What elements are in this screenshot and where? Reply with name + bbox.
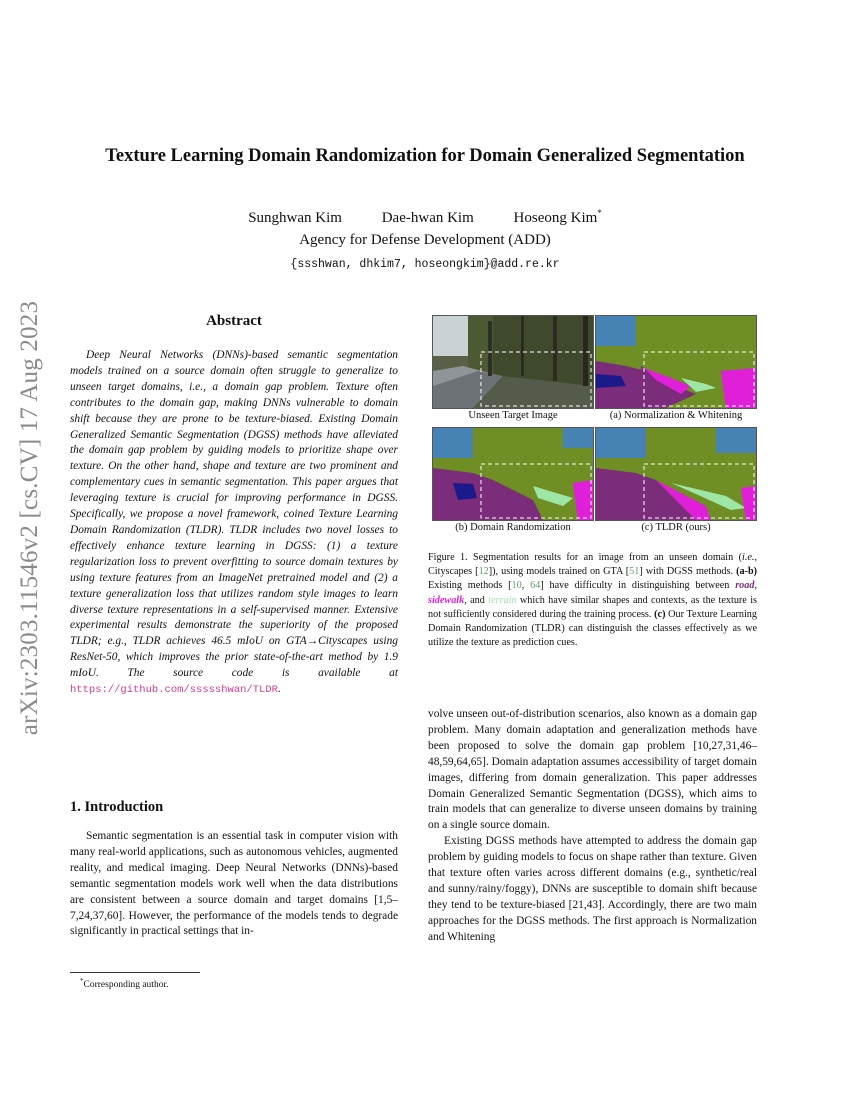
class-sidewalk: sidewalk (428, 594, 465, 606)
panel-label: (c) TLDR (ours) (641, 522, 711, 533)
body-paragraph: volve unseen out-of-distribution scenarios, also known as a domain gap problem. Many domain adaptation and generalization methods have been proposed to solve the domain gap problem [10,27,31,46–48,59,64,65]. Domain adaptation assumes accessibility of target domain images, differing from domain generalization. This paper addresses Domain Generalized Semantic Segmentation (DGSS), which aims to train models that can generalize to diverse unseen domains by training on a single source domain. (428, 708, 757, 832)
body-paragraph: Existing DGSS methods have attempted to address the domain gap problem by guiding models to focus on shape rather than texture. Given that texture often varies across different domains (e.g., synthetic/real and sunny/rainy/foggy), DNNs are susceptible to domain shift because they tend to be texture-biased [21,43]. Accordingly, there are two main approaches for the DGSS methods. The first approach is Normalization and Whitening (428, 835, 757, 943)
seg-normalization-whitening (595, 315, 757, 409)
abstract-heading: Abstract (206, 313, 262, 329)
citation-link[interactable]: 12 (478, 566, 489, 578)
segmentation-map (596, 428, 756, 520)
panel-label: Unseen Target Image (468, 410, 558, 421)
seg-tldr-ours (595, 427, 757, 521)
class-terrain: terrain (488, 594, 517, 606)
segmentation-map (433, 428, 593, 520)
abstract-body: Deep Neural Networks (DNNs)-based semantic segmentation models trained on a source domain often struggle to generalize to unseen target domains, i.e., a domain gap problem. Texture often contributes to the domain gap, making DNNs vulnerable to domain shift because they are prone to be texture-biased. Existing Domain Generalized Semantic Segmentation (DGSS) methods have alleviated the domain gap problem by guiding models to prioritize shape over texture. On the other hand, shape and texture are two prominent and complementary cues in semantic segmentation. This paper argues that leveraging texture is crucial for improving performance in DGSS. Specifically, we propose a novel framework, coined Texture Learning Domain Randomization (TLDR). TLDR includes two novel losses to effectively enhance texture learning in DGSS: (1) a texture regularization loss to prevent overfitting to source domain textures by using texture features from an ImageNet pretrained model and (2) a texture generalization loss that utilizes random style images to learn diverse texture representations in a self-supervised manner. Extensive experimental results demonstrate the superiority of the proposed TLDR; e.g., TLDR achieves 46.5 mIoU on GTA→Cityscapes using ResNet-50, which improves the prior state-of-the-art method by 1.9 mIoU. The source code is available at https://github.com/ssssshwan/TLDR. (70, 349, 398, 697)
arxiv-id: arXiv:2303.11546v2 [cs.CV] 17 Aug 2023 (16, 300, 44, 735)
author-name: Hoseong Kim* (513, 208, 602, 226)
class-road: road (735, 580, 755, 592)
intro-continued (428, 707, 757, 946)
author-name: Dae-hwan Kim (381, 210, 474, 226)
seg-domain-randomization (432, 427, 594, 521)
section-heading: 1. Introduction (70, 799, 164, 815)
author-email[interactable]: {ssshwan, dhkim7, hoseongkim}@add.re.kr (290, 258, 560, 271)
affiliation: Agency for Defense Development (ADD) (299, 232, 551, 248)
unseen-target-image (432, 315, 594, 409)
citation-link[interactable]: 10 (511, 580, 522, 592)
footnote-rule (70, 972, 200, 973)
panel-label: (a) Normalization & Whitening (609, 410, 743, 421)
street-photo (433, 316, 593, 408)
citation-link[interactable]: 64 (530, 580, 541, 592)
author-list (0, 208, 850, 227)
segmentation-map (596, 316, 756, 408)
panel-label: (b) Domain Randomization (455, 522, 571, 533)
footnote: *Corresponding author. (80, 977, 169, 991)
figure-caption: Figure 1. Segmentation results for an image from an unseen domain (i.e., Cityscapes [12]), using models trained on GTA [51] with DGSS methods. (a-b) Existing methods [10, 64] have difficulty in distinguishing between road, sidewalk, and terrain which have similar shapes and contexts, as the texture is not sufficiently considered during the training process. (c) Our Texture Learning Domain Randomization (TLDR) can distinguish the classes effectively as we utilize the texture as prediction cues. (428, 552, 757, 649)
intro-paragraph: Semantic segmentation is an essential task in computer vision with many real-world applications, such as autonomous vehicles, augmented reality, and medical imaging. Deep Neural Networks (DNNs)-based semantic segmentation models work well when the data distributions are consistent between a source domain and target domains [1,5–7,24,37,60]. However, the performance of the models tends to degrade significantly in practical settings that in- (70, 830, 398, 938)
source-code-link[interactable]: https://github.com/ssssshwan/TLDR (70, 684, 278, 697)
corresponding-mark: * (597, 208, 602, 218)
figure-1 (432, 315, 756, 539)
arxiv-stamp (2, 290, 58, 745)
paper-title: Texture Learning Domain Randomization for Domain Generalized Segmentation (105, 146, 745, 166)
author-name: Sunghwan Kim (248, 210, 342, 226)
citation-link[interactable]: 51 (629, 566, 640, 578)
